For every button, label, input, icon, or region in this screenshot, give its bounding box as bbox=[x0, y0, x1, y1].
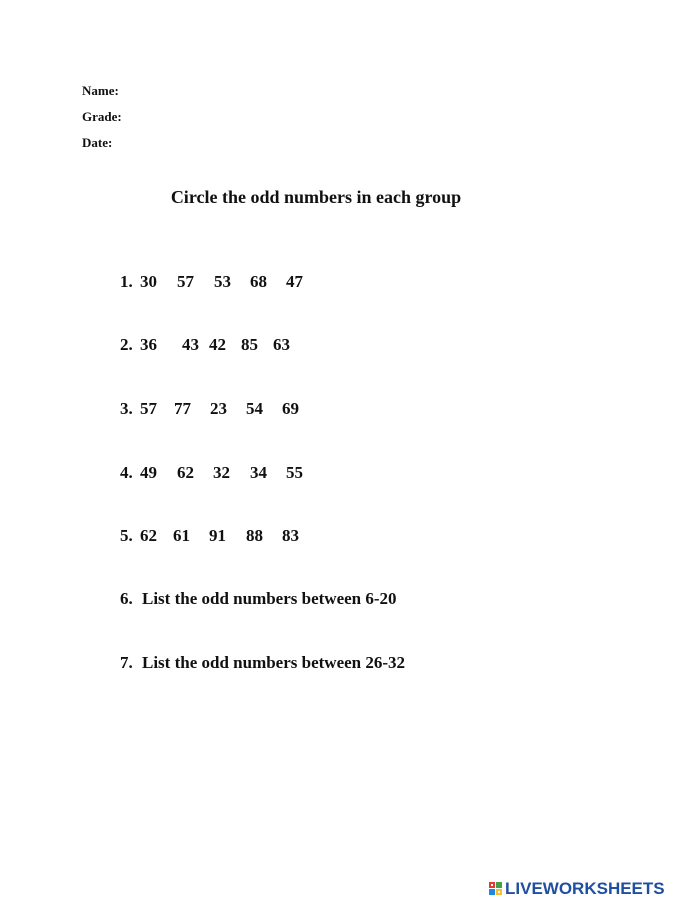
liveworksheets-logo-icon bbox=[489, 882, 503, 896]
group-number: 4. bbox=[120, 463, 133, 482]
number-option[interactable]: 36 bbox=[140, 335, 157, 354]
number-option[interactable]: 63 bbox=[273, 335, 290, 354]
number-option[interactable]: 23 bbox=[210, 399, 227, 418]
number-option[interactable]: 88 bbox=[246, 526, 263, 545]
group-number: 2. bbox=[120, 335, 133, 354]
question-number: 7. bbox=[120, 653, 133, 672]
brand-text: LIVEWORKSHEETS bbox=[505, 879, 665, 898]
number-option[interactable]: 57 bbox=[140, 399, 157, 418]
number-option[interactable]: 68 bbox=[250, 272, 267, 291]
number-option[interactable]: 43 bbox=[182, 335, 199, 354]
name-label: Name: bbox=[82, 83, 119, 98]
number-option[interactable]: 83 bbox=[282, 526, 299, 545]
number-option[interactable]: 34 bbox=[250, 463, 267, 482]
number-option[interactable]: 62 bbox=[177, 463, 194, 482]
group-row-5 bbox=[103, 506, 312, 545]
group-row-4 bbox=[103, 443, 316, 482]
group-row-1 bbox=[103, 252, 316, 291]
group-number: 5. bbox=[120, 526, 133, 545]
number-option[interactable]: 69 bbox=[282, 399, 299, 418]
question-text: List the odd numbers between 6-20 bbox=[142, 589, 397, 608]
group-number: 3. bbox=[120, 399, 133, 418]
liveworksheets-brand bbox=[489, 879, 665, 899]
number-option[interactable]: 49 bbox=[140, 463, 157, 482]
number-option[interactable]: 47 bbox=[286, 272, 303, 291]
question-number: 6. bbox=[120, 589, 133, 608]
number-option[interactable]: 77 bbox=[174, 399, 191, 418]
question-text: List the odd numbers between 26-32 bbox=[142, 653, 406, 672]
question-6 bbox=[103, 569, 397, 608]
group-row-2 bbox=[103, 315, 303, 354]
number-option[interactable]: 62 bbox=[140, 526, 157, 545]
worksheet-title: Circle the odd numbers in each group bbox=[170, 187, 462, 207]
number-option[interactable]: 57 bbox=[177, 272, 194, 291]
group-row-3 bbox=[103, 379, 312, 418]
grade-label: Grade: bbox=[82, 109, 122, 124]
number-option[interactable]: 91 bbox=[209, 526, 226, 545]
number-option[interactable]: 54 bbox=[246, 399, 263, 418]
number-option[interactable]: 61 bbox=[173, 526, 190, 545]
number-option[interactable]: 30 bbox=[140, 272, 157, 291]
group-number: 1. bbox=[120, 272, 133, 291]
number-option[interactable]: 42 bbox=[209, 335, 226, 354]
number-option[interactable]: 32 bbox=[213, 463, 230, 482]
date-label: Date: bbox=[82, 135, 113, 150]
number-option[interactable]: 85 bbox=[241, 335, 258, 354]
question-7 bbox=[103, 633, 406, 672]
number-option[interactable]: 55 bbox=[286, 463, 303, 482]
number-option[interactable]: 53 bbox=[214, 272, 231, 291]
